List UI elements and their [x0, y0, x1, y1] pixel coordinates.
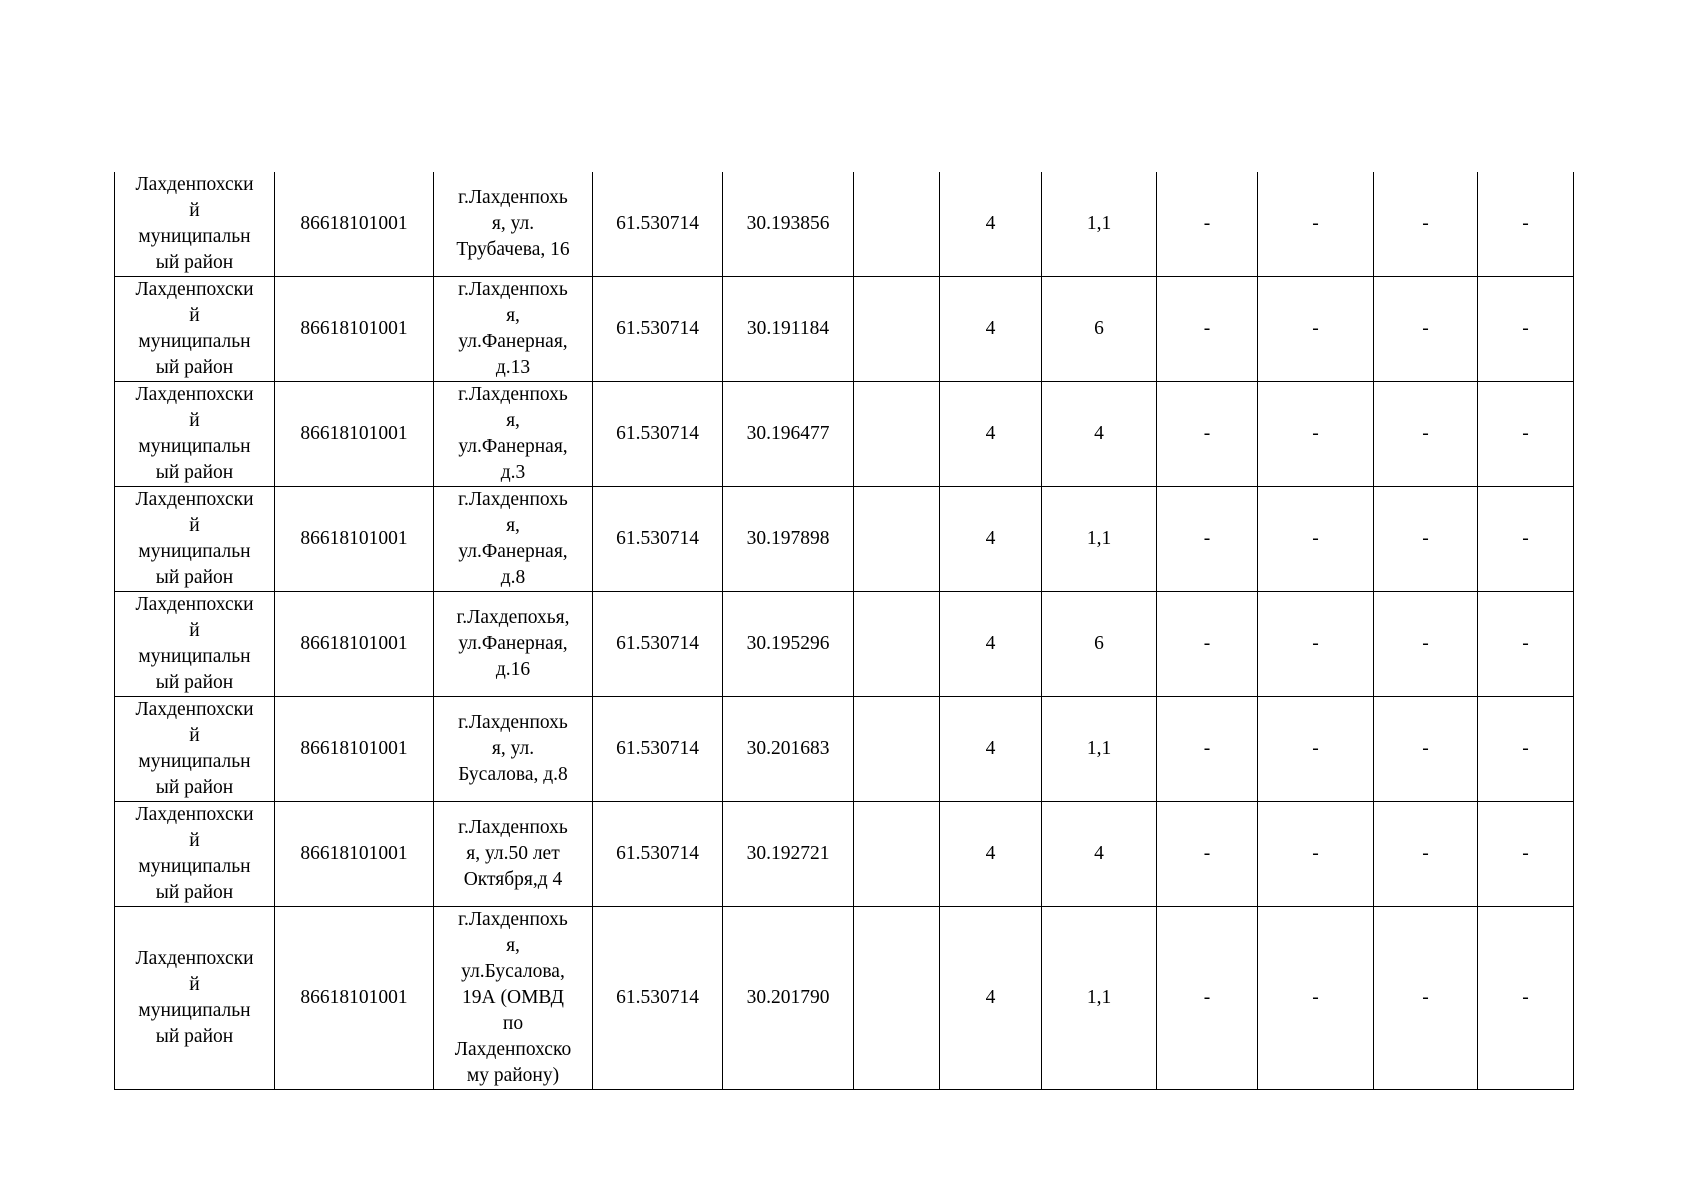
oktmo-cell: 86618101001 [275, 907, 434, 1090]
district-cell-line: Лахденпохски [135, 699, 254, 720]
district-cell-line: муниципальн [138, 856, 251, 877]
empty-cell [854, 277, 940, 382]
longitude-cell: 30.193856 [723, 172, 854, 277]
district-cell-line: ый район [155, 567, 234, 588]
district-cell-line: муниципальн [138, 541, 251, 562]
district-cell-line: муниципальн [138, 436, 251, 457]
district-cell-line: муниципальн [138, 226, 251, 247]
address-cell-line: ул.Фанерная, [458, 331, 568, 352]
address-cell-line: г.Лахденпохь [458, 817, 568, 838]
empty-cell [854, 487, 940, 592]
dash-cell: - [1374, 697, 1478, 802]
dash-cell: - [1157, 277, 1258, 382]
district-cell-line: ый район [155, 1026, 234, 1047]
oktmo-cell: 86618101001 [275, 802, 434, 907]
dash-cell: - [1374, 277, 1478, 382]
longitude-cell: 30.191184 [723, 277, 854, 382]
district-cell [115, 592, 275, 697]
dash-cell: - [1258, 487, 1374, 592]
table-row [115, 277, 1574, 382]
empty-cell [854, 907, 940, 1090]
address-cell-line: г.Лахденпохь [458, 712, 568, 733]
address-cell [434, 697, 593, 802]
address-cell [434, 277, 593, 382]
dash-cell: - [1478, 802, 1574, 907]
address-cell-line: г.Лахдепохья, [456, 607, 570, 628]
value-cell: 4 [940, 172, 1042, 277]
dash-cell: - [1478, 277, 1574, 382]
district-cell-line: й [189, 620, 200, 641]
district-cell-line: ый район [155, 252, 234, 273]
latitude-cell: 61.530714 [593, 172, 723, 277]
empty-cell [854, 697, 940, 802]
district-cell [115, 802, 275, 907]
address-cell-line: д.3 [500, 462, 526, 483]
value-cell: 4 [940, 907, 1042, 1090]
value-cell: 1,1 [1042, 487, 1157, 592]
address-cell-line: д.16 [495, 659, 531, 680]
district-cell-line: Лахденпохски [135, 948, 254, 969]
dash-cell: - [1258, 802, 1374, 907]
dash-cell: - [1157, 382, 1258, 487]
address-cell-line: ул.Фанерная, [458, 633, 568, 654]
district-cell-line: муниципальн [138, 331, 251, 352]
table-row [115, 592, 1574, 697]
value-cell: 4 [940, 697, 1042, 802]
address-cell-line: ул.Бусалова, [461, 961, 565, 982]
oktmo-cell: 86618101001 [275, 382, 434, 487]
address-cell-line: г.Лахденпохь [458, 384, 568, 405]
latitude-cell: 61.530714 [593, 592, 723, 697]
dash-cell: - [1157, 697, 1258, 802]
value-cell: 6 [1042, 277, 1157, 382]
address-cell-line: Трубачева, 16 [456, 239, 570, 260]
district-cell-line: Лахденпохски [135, 594, 254, 615]
table-row [115, 172, 1574, 277]
district-cell-line: Лахденпохски [135, 384, 254, 405]
dash-cell: - [1478, 592, 1574, 697]
address-cell [434, 382, 593, 487]
table-row [115, 907, 1574, 1090]
dash-cell: - [1258, 172, 1374, 277]
dash-cell: - [1258, 277, 1374, 382]
dash-cell: - [1478, 487, 1574, 592]
latitude-cell: 61.530714 [593, 487, 723, 592]
value-cell: 4 [1042, 382, 1157, 487]
empty-cell [854, 592, 940, 697]
latitude-cell: 61.530714 [593, 802, 723, 907]
district-cell [115, 172, 275, 277]
dash-cell: - [1478, 907, 1574, 1090]
address-cell-line: г.Лахденпохь [458, 489, 568, 510]
latitude-cell: 61.530714 [593, 277, 723, 382]
longitude-cell: 30.201790 [723, 907, 854, 1090]
latitude-cell: 61.530714 [593, 907, 723, 1090]
value-cell: 4 [940, 487, 1042, 592]
dash-cell: - [1258, 697, 1374, 802]
address-cell [434, 487, 593, 592]
district-cell-line: й [189, 200, 200, 221]
address-cell-line: я, ул.50 лет [466, 843, 560, 864]
district-cell-line: й [189, 305, 200, 326]
dash-cell: - [1157, 172, 1258, 277]
district-cell [115, 382, 275, 487]
dash-cell: - [1374, 907, 1478, 1090]
dash-cell: - [1258, 382, 1374, 487]
value-cell: 6 [1042, 592, 1157, 697]
district-cell-line: муниципальн [138, 1000, 251, 1021]
address-cell-line: я, [506, 410, 520, 431]
value-cell: 4 [940, 277, 1042, 382]
district-cell-line: й [189, 515, 200, 536]
dash-cell: - [1258, 592, 1374, 697]
value-cell: 4 [940, 802, 1042, 907]
dash-cell: - [1374, 802, 1478, 907]
table-body [115, 172, 1574, 1090]
address-cell-line: ул.Фанерная, [458, 541, 568, 562]
address-cell-line: Бусалова, д.8 [458, 764, 568, 785]
address-cell-line: 19А (ОМВД [462, 987, 564, 1008]
value-cell: 4 [1042, 802, 1157, 907]
district-cell-line: ый район [155, 777, 234, 798]
address-cell-line: я, [506, 305, 520, 326]
address-cell [434, 592, 593, 697]
table-row [115, 802, 1574, 907]
address-cell-line: г.Лахденпохь [458, 187, 568, 208]
dash-cell: - [1374, 382, 1478, 487]
address-cell-line: я, ул. [491, 213, 535, 234]
dash-cell: - [1258, 907, 1374, 1090]
longitude-cell: 30.201683 [723, 697, 854, 802]
value-cell: 1,1 [1042, 172, 1157, 277]
empty-cell [854, 382, 940, 487]
latitude-cell: 61.530714 [593, 697, 723, 802]
longitude-cell: 30.197898 [723, 487, 854, 592]
dash-cell: - [1157, 487, 1258, 592]
longitude-cell: 30.196477 [723, 382, 854, 487]
oktmo-cell: 86618101001 [275, 592, 434, 697]
district-cell-line: Лахденпохски [135, 804, 254, 825]
registry-table [114, 172, 1574, 1090]
address-cell [434, 802, 593, 907]
district-cell-line: й [189, 410, 200, 431]
value-cell: 1,1 [1042, 697, 1157, 802]
district-cell-line: Лахденпохски [135, 279, 254, 300]
dash-cell: - [1478, 172, 1574, 277]
district-cell-line: й [189, 830, 200, 851]
dash-cell: - [1157, 802, 1258, 907]
district-cell-line: муниципальн [138, 751, 251, 772]
district-cell-line: ый район [155, 462, 234, 483]
address-cell-line: Лахденпохско [454, 1039, 572, 1060]
district-cell-line: ый район [155, 357, 234, 378]
district-cell [115, 907, 275, 1090]
district-cell-line: муниципальн [138, 646, 251, 667]
dash-cell: - [1157, 592, 1258, 697]
oktmo-cell: 86618101001 [275, 697, 434, 802]
oktmo-cell: 86618101001 [275, 172, 434, 277]
address-cell [434, 172, 593, 277]
value-cell: 4 [940, 592, 1042, 697]
oktmo-cell: 86618101001 [275, 277, 434, 382]
empty-cell [854, 802, 940, 907]
oktmo-cell: 86618101001 [275, 487, 434, 592]
address-cell-line: г.Лахденпохь [458, 909, 568, 930]
value-cell: 4 [940, 382, 1042, 487]
address-cell-line: по [502, 1013, 524, 1034]
district-cell-line: ый район [155, 672, 234, 693]
address-cell-line: г.Лахденпохь [458, 279, 568, 300]
district-cell-line: ый район [155, 882, 234, 903]
table-row [115, 487, 1574, 592]
district-cell [115, 277, 275, 382]
district-cell-line: й [189, 974, 200, 995]
table-row [115, 382, 1574, 487]
dash-cell: - [1374, 172, 1478, 277]
latitude-cell: 61.530714 [593, 382, 723, 487]
address-cell [434, 907, 593, 1090]
address-cell-line: я, [506, 515, 520, 536]
address-cell-line: я, ул. [491, 738, 535, 759]
address-cell-line: Октября,д 4 [463, 869, 563, 890]
address-cell-line: д.13 [495, 357, 531, 378]
address-cell-line: я, [506, 935, 520, 956]
address-cell-line: му району) [466, 1065, 560, 1086]
empty-cell [854, 172, 940, 277]
dash-cell: - [1478, 697, 1574, 802]
district-cell [115, 697, 275, 802]
district-cell-line: Лахденпохски [135, 489, 254, 510]
table-row [115, 697, 1574, 802]
dash-cell: - [1157, 907, 1258, 1090]
district-cell-line: Лахденпохски [135, 174, 254, 195]
value-cell: 1,1 [1042, 907, 1157, 1090]
district-cell-line: й [189, 725, 200, 746]
dash-cell: - [1374, 487, 1478, 592]
dash-cell: - [1374, 592, 1478, 697]
dash-cell: - [1478, 382, 1574, 487]
longitude-cell: 30.192721 [723, 802, 854, 907]
address-cell-line: д.8 [500, 567, 526, 588]
address-cell-line: ул.Фанерная, [458, 436, 568, 457]
longitude-cell: 30.195296 [723, 592, 854, 697]
district-cell [115, 487, 275, 592]
